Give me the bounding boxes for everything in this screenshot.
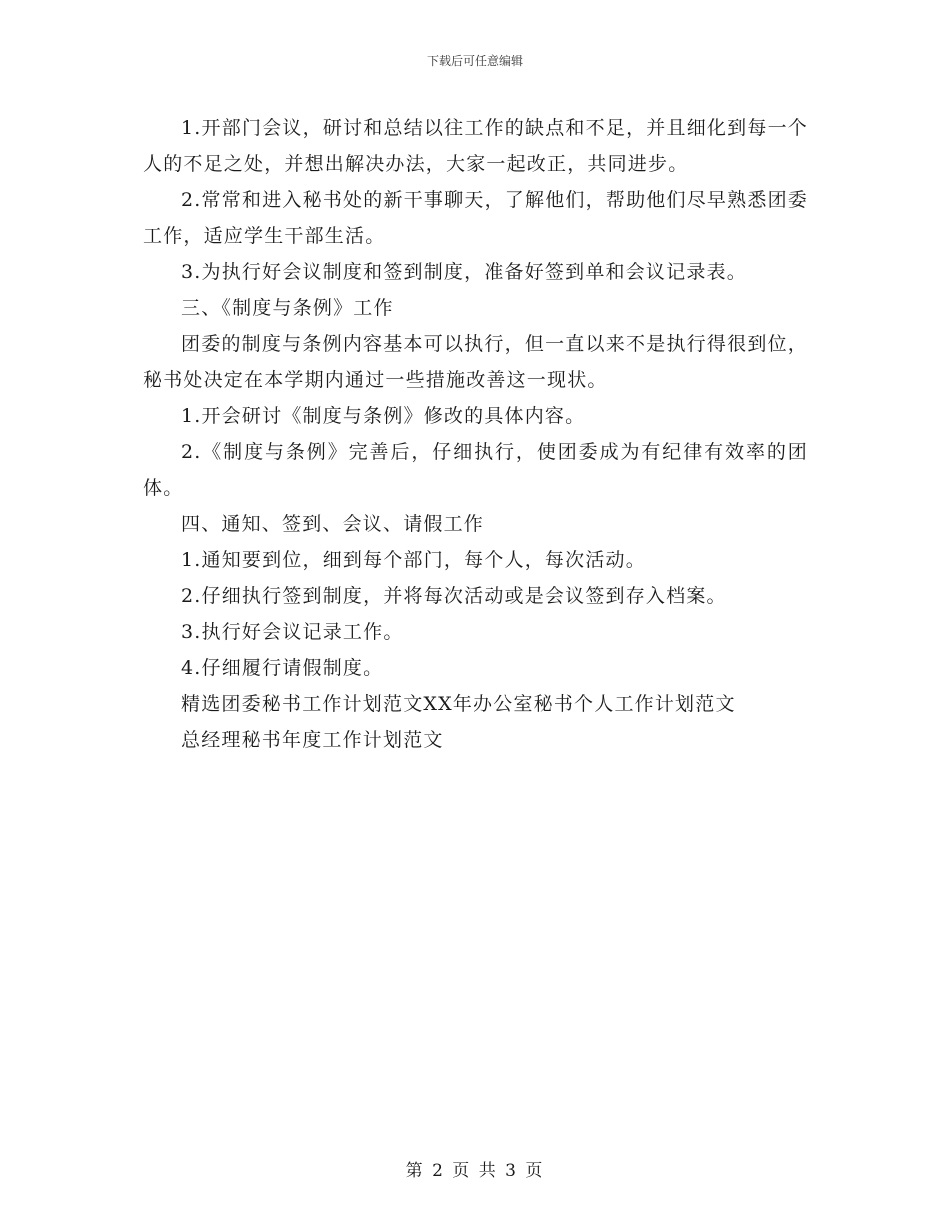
paragraph: 团委的制度与条例内容基本可以执行，但一直以来不是执行得很到位，秘书处决定在本学期内通过一些措施改善这一现状。 — [143, 333, 808, 391]
paragraph: 2.《制度与条例》完善后，仔细执行，使团委成为有纪律有效率的团体。 — [143, 441, 808, 499]
paragraph: 3.为执行好会议制度和签到制度，准备好签到单和会议记录表。 — [181, 261, 747, 283]
document-body — [143, 110, 808, 758]
related-article-link: 总经理秘书年度工作计划范文 — [181, 729, 444, 751]
paragraph: 1.开会研讨《制度与条例》修改的具体内容。 — [181, 405, 586, 427]
paragraph: 4.仔细履行请假制度。 — [181, 657, 384, 679]
paragraph: 2.常常和进入秘书处的新干事聊天，了解他们，帮助他们尽早熟悉团委工作，适应学生干部生活。 — [143, 189, 808, 247]
page-header: 下载后可任意编辑 — [426, 54, 523, 68]
page-number: 第 2 页 共 3 页 — [405, 1161, 545, 1181]
paragraph: 1.通知要到位，细到每个部门，每个人，每次活动。 — [181, 549, 646, 571]
paragraph: 2.仔细执行签到制度，并将每次活动或是会议签到存入档案。 — [181, 585, 727, 607]
paragraph: 3.执行好会议记录工作。 — [181, 621, 404, 643]
section-heading: 四、通知、签到、会议、请假工作 — [181, 513, 485, 535]
paragraph: 1.开部门会议，研讨和总结以往工作的缺点和不足，并且细化到每一个人的不足之处，并想出解决办法，大家一起改正，共同进步。 — [143, 117, 808, 175]
section-heading: 三、《制度与条例》工作 — [181, 297, 394, 319]
related-article-link: 精选团委秘书工作计划范文XX年办公室秘书个人工作计划范文 — [181, 693, 736, 715]
